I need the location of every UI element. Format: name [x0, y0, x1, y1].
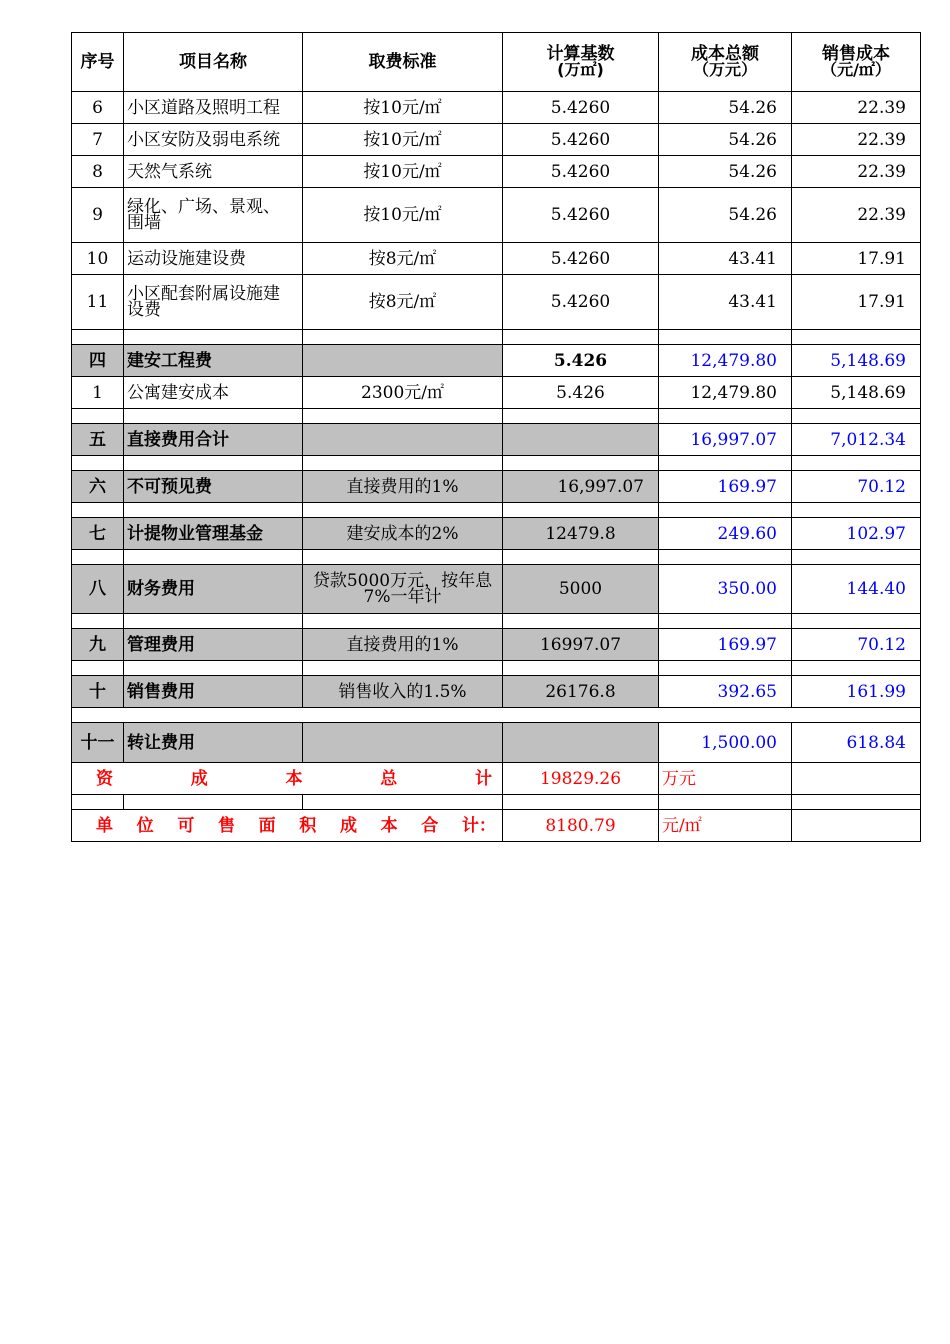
- cell-name: 转让费用: [124, 723, 303, 763]
- cell-total: 16,997.07: [659, 424, 792, 456]
- cell-standard: 按10元/㎡: [303, 188, 503, 243]
- cell-unit: 5,148.69: [792, 377, 921, 409]
- header-seq: 序号: [72, 33, 124, 92]
- summary-unit-row: [72, 810, 921, 842]
- section-row: [72, 345, 921, 377]
- table-row: [72, 243, 921, 275]
- cell-unit: 144.40: [792, 565, 921, 614]
- cell-base: 12479.8: [503, 518, 659, 550]
- summary-total-unit: 万元: [659, 763, 792, 795]
- cell-name: 销售费用: [124, 676, 303, 708]
- section-row: [72, 676, 921, 708]
- cell-unit: 22.39: [792, 188, 921, 243]
- cell-name: 天然气系统: [124, 156, 303, 188]
- header-standard: 取费标准: [303, 33, 503, 92]
- cell-standard: 贷款5000万元，按年息 7%一年计: [303, 565, 503, 614]
- cell-name: 管理费用: [124, 629, 303, 661]
- cell-name: 财务费用: [124, 565, 303, 614]
- summary-total-value: 19829.26: [503, 763, 659, 795]
- header-unit: 销售成本 （元/㎡）: [792, 33, 921, 92]
- cell-seq: 9: [72, 188, 124, 243]
- cell-base: 5.426: [503, 345, 659, 377]
- cell-name: 计提物业管理基金: [124, 518, 303, 550]
- cell-name: 公寓建安成本: [124, 377, 303, 409]
- spacer-row: [72, 409, 921, 424]
- cell-seq: 6: [72, 92, 124, 124]
- table-row: [72, 275, 921, 330]
- summary-total-row: [72, 763, 921, 795]
- header-total: 成本总额 （万元）: [659, 33, 792, 92]
- section-row: [72, 723, 921, 763]
- cell-base: 16,997.07: [503, 471, 659, 503]
- cell-name: 建安工程费: [124, 345, 303, 377]
- cell-seq: 六: [72, 471, 124, 503]
- cell-total: 54.26: [659, 92, 792, 124]
- cell-base: 26176.8: [503, 676, 659, 708]
- spacer-row: [72, 550, 921, 565]
- cell-seq: 8: [72, 156, 124, 188]
- cell-total: 54.26: [659, 188, 792, 243]
- header-name: 项目名称: [124, 33, 303, 92]
- cell-total: 169.97: [659, 471, 792, 503]
- cell-empty: [792, 810, 921, 842]
- cell-standard: 直接费用的1%: [303, 471, 503, 503]
- cell-total: 43.41: [659, 243, 792, 275]
- cell-unit: 22.39: [792, 124, 921, 156]
- cell-name: 绿化、广场、景观、 围墙: [124, 188, 303, 243]
- cell-base: 5.4260: [503, 275, 659, 330]
- cell-standard: [303, 345, 503, 377]
- cell-total: 12,479.80: [659, 377, 792, 409]
- section-row: [72, 471, 921, 503]
- cell-base: 5.426: [503, 377, 659, 409]
- header-base: 计算基数 (万㎡): [503, 33, 659, 92]
- cell-base: 5.4260: [503, 92, 659, 124]
- cell-unit: 7,012.34: [792, 424, 921, 456]
- cell-name: 小区配套附属设施建 设费: [124, 275, 303, 330]
- cell-total: 1,500.00: [659, 723, 792, 763]
- cell-standard: 按10元/㎡: [303, 124, 503, 156]
- cell-unit: 5,148.69: [792, 345, 921, 377]
- cell-seq: 11: [72, 275, 124, 330]
- cell-seq: 八: [72, 565, 124, 614]
- summary-unit-label: 单 位 可 售 面 积 成 本 合 计：: [72, 810, 503, 842]
- cell-total: 392.65: [659, 676, 792, 708]
- cell-unit: 102.97: [792, 518, 921, 550]
- table-row: [72, 377, 921, 409]
- summary-total-label: 资 成 本 总 计: [72, 763, 503, 795]
- cell-empty: [792, 763, 921, 795]
- cell-seq: 九: [72, 629, 124, 661]
- spacer-row: [72, 330, 921, 345]
- cell-name: 直接费用合计: [124, 424, 303, 456]
- cell-unit: 618.84: [792, 723, 921, 763]
- cell-name: 小区安防及弱电系统: [124, 124, 303, 156]
- summary-unit-unit: 元/㎡: [659, 810, 792, 842]
- cell-standard: 按10元/㎡: [303, 92, 503, 124]
- cell-seq: 四: [72, 345, 124, 377]
- cell-standard: 直接费用的1%: [303, 629, 503, 661]
- cell-unit: 161.99: [792, 676, 921, 708]
- table-row: [72, 124, 921, 156]
- spacer-row: [72, 795, 921, 810]
- cell-base: [503, 424, 659, 456]
- cell-base: 5.4260: [503, 156, 659, 188]
- header-row: [72, 33, 921, 92]
- cell-standard: 销售收入的1.5%: [303, 676, 503, 708]
- cell-base: 5000: [503, 565, 659, 614]
- cell-standard: 按8元/㎡: [303, 243, 503, 275]
- cell-total: 169.97: [659, 629, 792, 661]
- cell-unit: 17.91: [792, 243, 921, 275]
- cell-seq: 7: [72, 124, 124, 156]
- cell-total: 54.26: [659, 124, 792, 156]
- cell-base: 5.4260: [503, 243, 659, 275]
- cell-name: 不可预见费: [124, 471, 303, 503]
- cell-total: 43.41: [659, 275, 792, 330]
- cost-table: [71, 32, 921, 842]
- spacer-row: [72, 456, 921, 471]
- cell-seq: 五: [72, 424, 124, 456]
- cell-standard: [303, 723, 503, 763]
- table-row: [72, 92, 921, 124]
- cell-standard: [303, 424, 503, 456]
- cell-total: 12,479.80: [659, 345, 792, 377]
- cell-seq: 十一: [72, 723, 124, 763]
- section-row: [72, 424, 921, 456]
- cell-standard: 2300元/㎡: [303, 377, 503, 409]
- spacer-row: [72, 503, 921, 518]
- cell-total: 249.60: [659, 518, 792, 550]
- cell-base: [503, 723, 659, 763]
- spacer-row: [72, 661, 921, 676]
- cell-total: 350.00: [659, 565, 792, 614]
- cell-standard: 按10元/㎡: [303, 156, 503, 188]
- cell-name: 小区道路及照明工程: [124, 92, 303, 124]
- cell-unit: 70.12: [792, 629, 921, 661]
- cell-seq: 七: [72, 518, 124, 550]
- cell-total: 54.26: [659, 156, 792, 188]
- cell-base: 5.4260: [503, 188, 659, 243]
- section-row: [72, 518, 921, 550]
- cell-unit: 70.12: [792, 471, 921, 503]
- cell-standard: 按8元/㎡: [303, 275, 503, 330]
- section-row: [72, 565, 921, 614]
- summary-unit-value: 8180.79: [503, 810, 659, 842]
- blank-gap-row: [72, 708, 921, 723]
- cell-unit: 17.91: [792, 275, 921, 330]
- cell-name: 运动设施建设费: [124, 243, 303, 275]
- cell-standard: 建安成本的2%: [303, 518, 503, 550]
- cell-seq: 1: [72, 377, 124, 409]
- cell-unit: 22.39: [792, 92, 921, 124]
- cell-seq: 十: [72, 676, 124, 708]
- cell-seq: 10: [72, 243, 124, 275]
- section-row: [72, 629, 921, 661]
- cell-base: 5.4260: [503, 124, 659, 156]
- table-row: [72, 188, 921, 243]
- spacer-row: [72, 614, 921, 629]
- cell-unit: 22.39: [792, 156, 921, 188]
- cell-base: 16997.07: [503, 629, 659, 661]
- table-row: [72, 156, 921, 188]
